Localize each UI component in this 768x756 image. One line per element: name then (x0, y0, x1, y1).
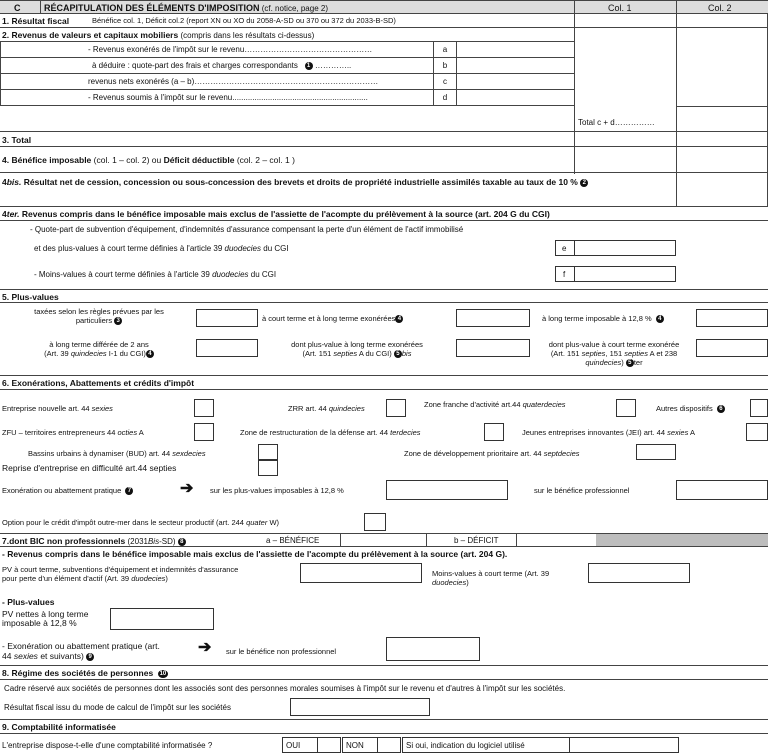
s7-benefice-input[interactable] (341, 534, 425, 546)
s5-e-input[interactable] (456, 339, 530, 357)
s4ter-f-input[interactable] (574, 266, 676, 282)
s9-logiciel-label-box: Si oui, indication du logiciel utilisé (402, 737, 570, 753)
s6-exo-label: Exonération ou abattement pratique 7 (2, 486, 133, 495)
s4ter-f-letter-box: f (555, 266, 575, 282)
s7-sub-title: - Revenus compris dans le bénéfice imposable mais exclus de l'assiette de l'acompte du prélèvement à la source (art. 204 G). (2, 549, 508, 559)
s6-exo-bp-label: sur le bénéfice professionnel (534, 486, 630, 495)
arrow-right-icon: ➔ (180, 480, 194, 497)
s6-autres-checkbox[interactable] (750, 399, 768, 417)
s5-f-input[interactable] (696, 339, 768, 357)
s6-rep-checkbox[interactable] (258, 460, 278, 476)
s6-exo-bp-input[interactable] (676, 480, 768, 500)
s6-en-checkbox[interactable] (194, 399, 214, 417)
s7-pvn-label: PV nettes à long terme imposable à 12,8 % (2, 609, 89, 628)
s4-title: 4. Bénéfice imposable (col. 1 – col. 2) ou Déficit déductible (col. 2 – col. 1 ) (2, 155, 295, 165)
s6-zfu-checkbox[interactable] (194, 423, 214, 441)
s1-title: 1. Résultat fiscal (2, 16, 70, 26)
s2-d-input[interactable] (457, 91, 573, 105)
s4bis-text: 4bis. Résultat net de cession, concession ou sous-concession des brevets et droits de propriété industrielle assimilés taxable au taux de 10 % 2 (2, 177, 672, 188)
s8-res-label: Résultat fiscal issu du mode de calcul de l'impôt sur les sociétés (4, 703, 231, 712)
s9-oui-box[interactable] (317, 737, 341, 753)
s2-line-d: - Revenus soumis à l'impôt sur le revenu............................................................. d (0, 90, 574, 106)
s8-text: Cadre réservé aux sociétés de personnes dont les associés sont des personnes morales soumises à l'impôt sur le revenu et d'autres à l'impôt sur les sociétés. (4, 684, 566, 693)
s6-autres-label: Autres dispositifs 6 (656, 404, 725, 413)
s9-non-box[interactable] (377, 737, 401, 753)
s2-a-input[interactable] (457, 43, 573, 57)
s7-shaded-area (596, 534, 768, 546)
s5-a-label: taxées selon les règles prévues par les particuliers 3 (34, 307, 164, 325)
s9-logiciel-input[interactable] (569, 737, 679, 753)
arrow-right-icon: ➔ (198, 639, 212, 656)
s4ter-e-letter-box: e (555, 240, 575, 256)
s6-zfa-label: Zone franche d'activité art.44 quaterdecies (424, 400, 566, 409)
page-title: RÉCAPITULATION DES ÉLÉMENTS D'IMPOSITION (cf. notice, page 2) (44, 3, 328, 13)
s4ter-title: 4ter. Revenus compris dans le bénéfice imposable mais exclus de l'assiette de l'acompte du prélèvement à la source (art. 204 G du CGI) (2, 209, 550, 219)
s7-header (0, 534, 768, 547)
note-5-icon: 5 (626, 359, 634, 367)
s5-d-label: à long terme différée de 2 ans (Art. 39 quindecies I-1 du CGI) 4 (14, 340, 184, 358)
s6-jei-label: Jeunes entreprises innovantes (JEI) art. 44 sexies A (522, 428, 696, 437)
s7-pvn-input[interactable] (110, 608, 214, 630)
s3-col2-input[interactable] (677, 132, 767, 146)
s7-deficit-input[interactable] (517, 534, 595, 546)
s6-exo-pv-label: sur les plus-values imposables à 12,8 % (210, 486, 344, 495)
note-7-icon: 7 (125, 487, 133, 495)
s9-title: 9. Comptabilité informatisée (2, 722, 116, 732)
s4bis-row (0, 173, 768, 207)
s2-header (0, 28, 574, 42)
s9-non-checkbox[interactable]: NON (342, 737, 378, 753)
s6-exo-pv-input[interactable] (386, 480, 508, 500)
s6-zrr-checkbox[interactable] (386, 399, 406, 417)
s6-zdp-checkbox[interactable] (636, 444, 676, 460)
s7-exo-bnp-label: sur le bénéfice non professionnel (226, 647, 337, 656)
s7-benefice-label: a – BÉNÉFICE (266, 536, 320, 545)
s2-line-a: - Revenus exonérés de l'impôt sur le revenu………………………………………… a (0, 42, 574, 58)
s4ter-e-input[interactable] (574, 240, 676, 256)
s5-c-label: à long terme imposable à 12,8 % 4 (542, 314, 664, 323)
s6-bud-label: Bassins urbains à dynamiser (BUD) art. 44 sexdecies (28, 449, 206, 458)
s7-plus-title: - Plus-values (2, 597, 55, 607)
s4ter-line3: - Moins-values à court terme définies à l'article 39 duodecies du CGI (34, 270, 277, 279)
s2-line-c: revenus nets exonérés (a – b)…………………………………………………………… c (0, 74, 574, 90)
s9-header (0, 720, 768, 734)
s6-rep-label: Reprise d'entreprise en difficulté art.44 septies (2, 463, 177, 473)
s6-om-checkbox[interactable] (364, 513, 386, 531)
note-3-icon: 3 (114, 317, 122, 325)
s3-title: 3. Total (2, 135, 32, 145)
s4ter-header (0, 207, 768, 221)
s1-col1-input[interactable] (575, 15, 675, 27)
note-4-icon: 4 (656, 315, 664, 323)
s7-title: 7.dont BIC non professionnels (2031Bis-SD) 8 (2, 536, 186, 546)
total-cd-label: Total c + d…………… (578, 118, 655, 127)
s7-exo-bnp-input[interactable] (386, 637, 480, 661)
col2-header: Col. 2 (708, 3, 732, 13)
s6-en-label: Entreprise nouvelle art. 44 sexies (2, 404, 113, 413)
s1-desc: Bénéfice col. 1, Déficit col.2 (report XN ou XO du 2058-A-SD ou 370 ou 372 du 2033-B-SD) (92, 16, 396, 25)
s5-c-input[interactable] (696, 309, 768, 327)
s6-zfu-label: ZFU – territoires entrepreneurs 44 octies A (2, 428, 144, 437)
s9-question: L'entreprise dispose-t-elle d'une comptabilité informatisée ? (2, 741, 213, 750)
s7-mv-label: Moins-values à court terme (Art. 39 duodecies) (432, 569, 550, 587)
note-5-icon: 5 (394, 350, 402, 358)
header-row (0, 0, 768, 14)
s4-col2-input[interactable] (677, 148, 767, 172)
s5-e-label: dont plus-value à long terme exonérées (Art. 151 septies A du CGI) 5 bis (291, 340, 423, 358)
s2-c-input[interactable] (457, 75, 573, 89)
s5-b-label: à court terme et à long terme exonérées 4 (262, 314, 403, 323)
note-8-icon: 8 (178, 538, 186, 546)
note-1-icon: 1 (305, 62, 313, 70)
s7-deficit-label: b – DÉFICIT (454, 536, 499, 545)
s6-zfa-checkbox[interactable] (616, 399, 636, 417)
s6-zrd-checkbox[interactable] (484, 423, 504, 441)
s8-title: 8. Régime des sociétés de personnes 10 (2, 668, 167, 678)
s6-om-label: Option pour le crédit d'impôt outre-mer dans le secteur productif (art. 244 quater W) (2, 518, 280, 527)
s5-a-input[interactable] (196, 309, 258, 327)
s4bis-input[interactable] (677, 174, 767, 206)
s5-f-label: dont plus-value à court terme exonérée (Art. 151 septies, 151 septies A et 238 quindecies) 5 ter (548, 340, 680, 367)
s1-col2-input[interactable] (677, 15, 767, 27)
s6-zdp-label: Zone de développement prioritaire art. 44 septdecies (404, 449, 580, 458)
s7-pv-input[interactable] (300, 563, 422, 583)
s2-b-input[interactable] (457, 59, 573, 73)
note-6-icon: 6 (717, 405, 725, 413)
note-9-icon: 9 (86, 653, 94, 661)
section-code: C (14, 3, 21, 13)
s5-d-input[interactable] (196, 339, 258, 357)
s2-title: 2. Revenus de valeurs et capitaux mobiliers (compris dans les résultats ci-dessus) (2, 30, 315, 40)
s5-b-input[interactable] (456, 309, 530, 327)
note-4-icon: 4 (395, 315, 403, 323)
s5-title: 5. Plus-values (2, 292, 59, 302)
s7-exo-label: - Exonération ou abattement pratique (art. 44 sexies et suivants) 9 (2, 641, 160, 661)
s6-zrr-label: ZRR art. 44 quindecies (288, 404, 365, 413)
s2-line-b: à déduire : quote-part des frais et charges correspondants 1 ………….. b (0, 58, 574, 74)
s6-jei-checkbox[interactable] (746, 423, 768, 441)
s4ter-line1: - Quote-part de subvention d'équipement, d'indemnités d'assurance compensant la perte d'un élément de l'actif immobilisé (30, 225, 464, 234)
s9-oui-checkbox[interactable]: OUI (282, 737, 318, 753)
s7-mv-input[interactable] (588, 563, 690, 583)
note-10-icon: 10 (159, 670, 167, 677)
s4-col1-input[interactable] (575, 148, 675, 172)
col1-header: Col. 1 (608, 3, 632, 13)
note-2-icon: 2 (580, 179, 588, 187)
s6-header (0, 376, 768, 390)
s7-pv-label: PV à court terme, subventions d'équipement et indemnités d'assurance pour perte d'un élément d'actif (Art. 39 duodecies) (2, 565, 239, 583)
s4ter-line2: et des plus-values à court terme définies à l'article 39 duodecies du CGI (34, 244, 289, 253)
s6-title: 6. Exonérations, Abattements et crédits d'impôt (2, 378, 195, 388)
s5-header (0, 290, 768, 303)
note-4-icon: 4 (146, 350, 154, 358)
s6-zrd-label: Zone de restructuration de la défense art. 44 terdecies (240, 428, 421, 437)
s3-col1-input[interactable] (575, 132, 675, 146)
s6-bud-checkbox[interactable] (258, 444, 278, 460)
s8-res-input[interactable] (290, 698, 430, 716)
s2-total-col2-input[interactable] (677, 107, 767, 131)
s8-header (0, 666, 768, 680)
